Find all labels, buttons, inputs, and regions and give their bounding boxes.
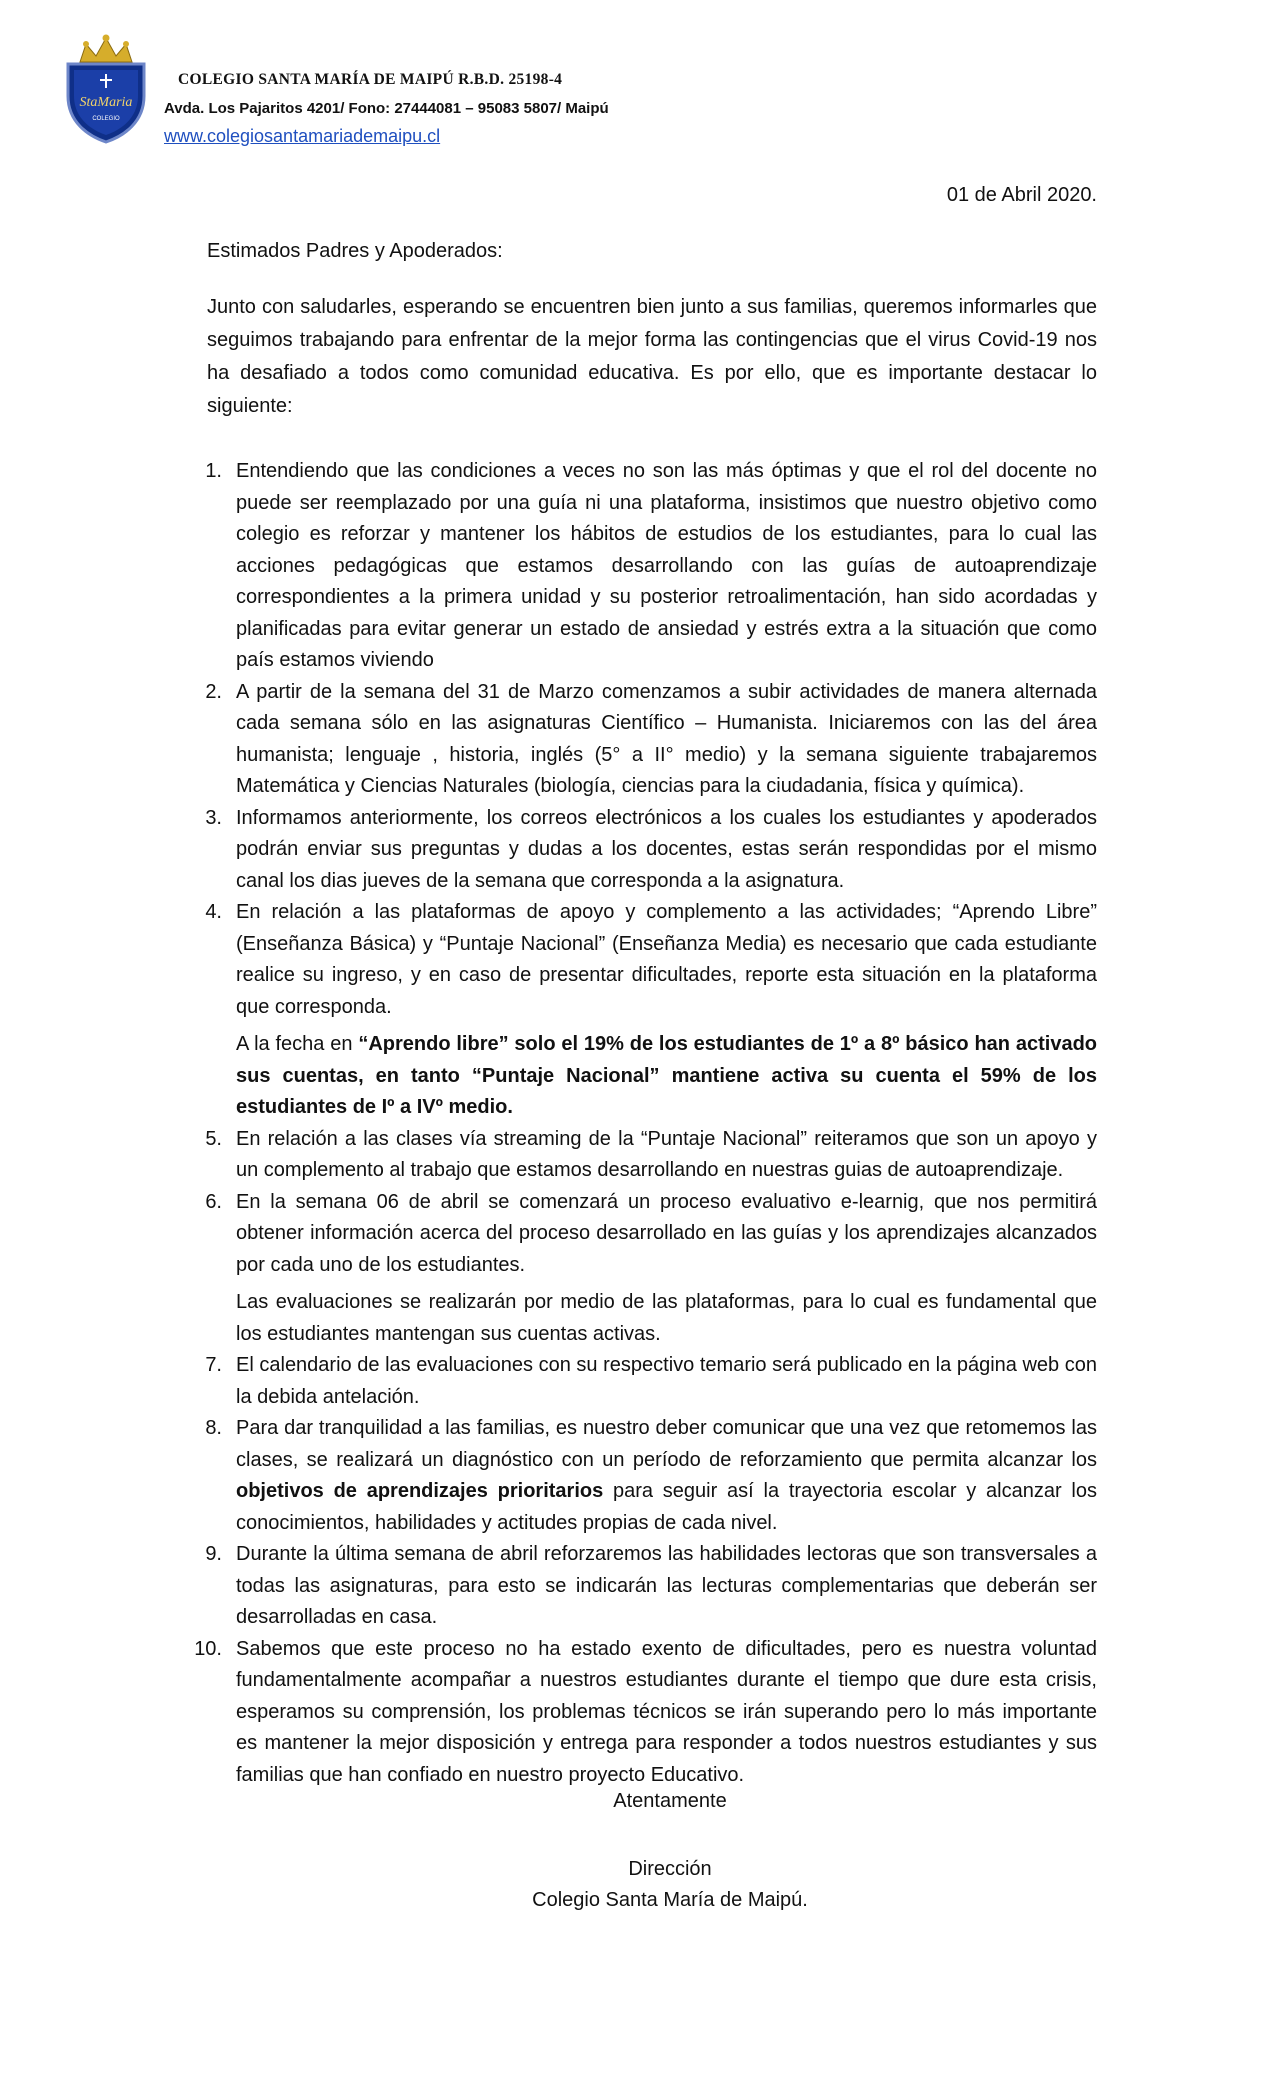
list-item-number: 2. — [205, 680, 222, 703]
list-item-number: 8. — [205, 1417, 222, 1439]
list-item-number: 1. — [205, 460, 222, 482]
list-item-paragraph — [236, 1029, 1097, 1124]
list-item-number: 3. — [205, 806, 222, 829]
bold-text: objetivos de aprendizajes prioritarios — [236, 1480, 604, 1502]
letter-date: 01 de Abril 2020. — [946, 184, 1097, 206]
list-item-number: 10. — [194, 1637, 222, 1660]
list-item — [178, 1634, 1097, 1792]
list-item-number: 7. — [205, 1354, 222, 1376]
text-run: Durante la última semana de abril reforzaremos las habilidades lectoras que son transversales a todas las asignaturas, para esto se indicarán las lecturas complementarias que deberán ser desarrolladas en casa. — [236, 1543, 1097, 1628]
signature-department: Dirección — [628, 1858, 712, 1880]
text-run: Entendiendo que las condiciones a veces no son las más óptimas y que el rol del docente no puede ser reemplazado por una guía ni una plataforma, insistimos que nuestro objetivo como colegio es reforzar y mantener los hábitos de estudios de los estudiantes, para lo cual las acciones pedagógicas que estamos desarrollando con las guías de autoaprendizaje correspondientes a la primera unidad y su posterior retroalimentación, han sido acordadas y planificadas para evitar generar un estado de ansiedad y estrés extra a la situación que como país estamos viviendo — [236, 460, 1097, 671]
text-run: Sabemos que este proceso no ha estado exento de dificultades, pero es nuestra voluntad fundamentalmente acompañar a nuestros estudiantes durante el tiempo que dure esta crisis, esperamos su comprensión, los problemas técnicos se irán superando pero lo más importante es mantener la mejor disposición y entrega para responder a todos nuestros estudiantes y sus familias que han confiado en nuestro proyecto Educativo. — [236, 1637, 1097, 1786]
list-item-paragraph — [236, 456, 1097, 677]
text-run: El calendario de las evaluaciones con su respectivo temario será publicado en la página web con la debida antelación. — [236, 1354, 1097, 1408]
list-item — [178, 1124, 1097, 1187]
svg-text:StaMaria: StaMaria — [79, 95, 133, 110]
list-item-paragraph — [236, 803, 1097, 898]
list-item-number: 9. — [205, 1543, 222, 1565]
bold-text: “Aprendo libre” solo el 19% de los estudiantes de 1º a 8º básico han activado sus cuentas, en tanto “Puntaje Nacional” mantiene activa su cuenta el 59% de los estudiantes de Iº a IVº medio. — [236, 1033, 1098, 1118]
text-run: para seguir así la trayectoria escolar y alcanzar los conocimientos, habilidades y actitudes propias de cada nivel. — [236, 1480, 1097, 1534]
text-run: En relación a las plataformas de apoyo y complemento a las actividades; “Aprendo Libre” (Enseñanza Básica) y “Puntaje Nacional” (Enseñanza Media) es necesario que cada estudiante realice su ingreso, y en caso de presentar dificultades, reporte esta situación en la plataforma que corresponda. — [236, 901, 1097, 1018]
closing-line: Atentamente — [613, 1790, 727, 1812]
letter-greeting: Estimados Padres y Apoderados: — [207, 240, 503, 262]
list-item — [178, 1413, 1097, 1539]
list-item-paragraph — [236, 1124, 1097, 1187]
text-run: Para dar tranquilidad a las familias, es nuestro deber comunicar que una vez que retomemos las clases, se realizará un diagnóstico con un período de reforzamiento que permita alcanzar los — [236, 1417, 1097, 1471]
numbered-list — [178, 456, 1097, 1791]
list-item-paragraph — [236, 1634, 1097, 1792]
list-item-paragraph — [236, 1287, 1097, 1350]
list-item-number: 4. — [205, 901, 222, 923]
text-run: Las evaluaciones se realizarán por medio de las plataformas, para lo cual es fundamental que los estudiantes mantengan sus cuentas activas. — [236, 1291, 1097, 1345]
list-item — [178, 456, 1097, 677]
list-item-paragraph — [236, 677, 1097, 803]
text-run: En la semana 06 de abril se comenzará un proceso evaluativo e-learnig, que nos permitirá obtener información acerca del proceso desarrollado en las guías y los aprendizajes alcanzados por cada uno de los estudiantes. — [236, 1190, 1097, 1276]
list-item — [178, 1187, 1097, 1351]
text-run: A partir de la semana del 31 de Marzo comenzamos a subir actividades de manera alternada cada semana sólo en las asignaturas Científico – Humanista. Iniciaremos con las del área humanista; lenguaje , historia, inglés (5° a II° medio) y la semana siguiente trabajaremos Matemática y Ciencias Naturales (biología, ciencias para la ciudadania, física y química). — [236, 680, 1097, 797]
list-item-number: 6. — [205, 1190, 222, 1213]
text-run: En relación a las clases vía streaming de la “Puntaje Nacional” reiteramos que son un apoyo y un complemento al trabajo que estamos desarrollando en nuestras guias de autoaprendizaje. — [236, 1127, 1097, 1181]
list-item — [178, 677, 1097, 803]
text-run: A la fecha en — [236, 1033, 359, 1055]
school-address: Avda. Los Pajaritos 4201/ Fono: 27444081 – 95083 5807/ Maipú — [164, 100, 609, 117]
list-item-paragraph — [236, 1413, 1097, 1539]
list-item-paragraph — [236, 897, 1097, 1023]
text-run: Informamos anteriormente, los correos electrónicos a los cuales los estudiantes y apoderados podrán enviar sus preguntas y dudas a los docentes, estas serán respondidas por el mismo canal los dias jueves de la semana que corresponda a la asignatura. — [236, 806, 1097, 892]
list-item — [178, 803, 1097, 898]
letter-intro: Junto con saludarles, esperando se encuentren bien junto a sus familias, queremos informarles que seguimos trabajando para enfrentar de la mejor forma las contingencias que el virus Covid-19 nos ha desafiado a todos como comunidad educativa. Es por ello, que es importante destacar lo siguiente: — [207, 296, 1097, 417]
svg-text:COLEGIO: COLEGIO — [92, 116, 120, 122]
school-website-link[interactable]: www.colegiosantamariademaipu.cl — [164, 126, 441, 146]
list-item-paragraph — [236, 1187, 1097, 1282]
list-item-paragraph — [236, 1350, 1097, 1413]
signature-school: Colegio Santa María de Maipú. — [532, 1889, 808, 1911]
school-crest-logo — [62, 34, 150, 144]
list-item — [178, 1350, 1097, 1413]
list-item — [178, 1539, 1097, 1634]
list-item-number: 5. — [205, 1127, 222, 1150]
list-item-paragraph — [236, 1539, 1097, 1634]
list-item — [178, 897, 1097, 1124]
school-title: COLEGIO SANTA MARÍA DE MAIPÚ R.B.D. 25198-4 — [178, 71, 563, 88]
